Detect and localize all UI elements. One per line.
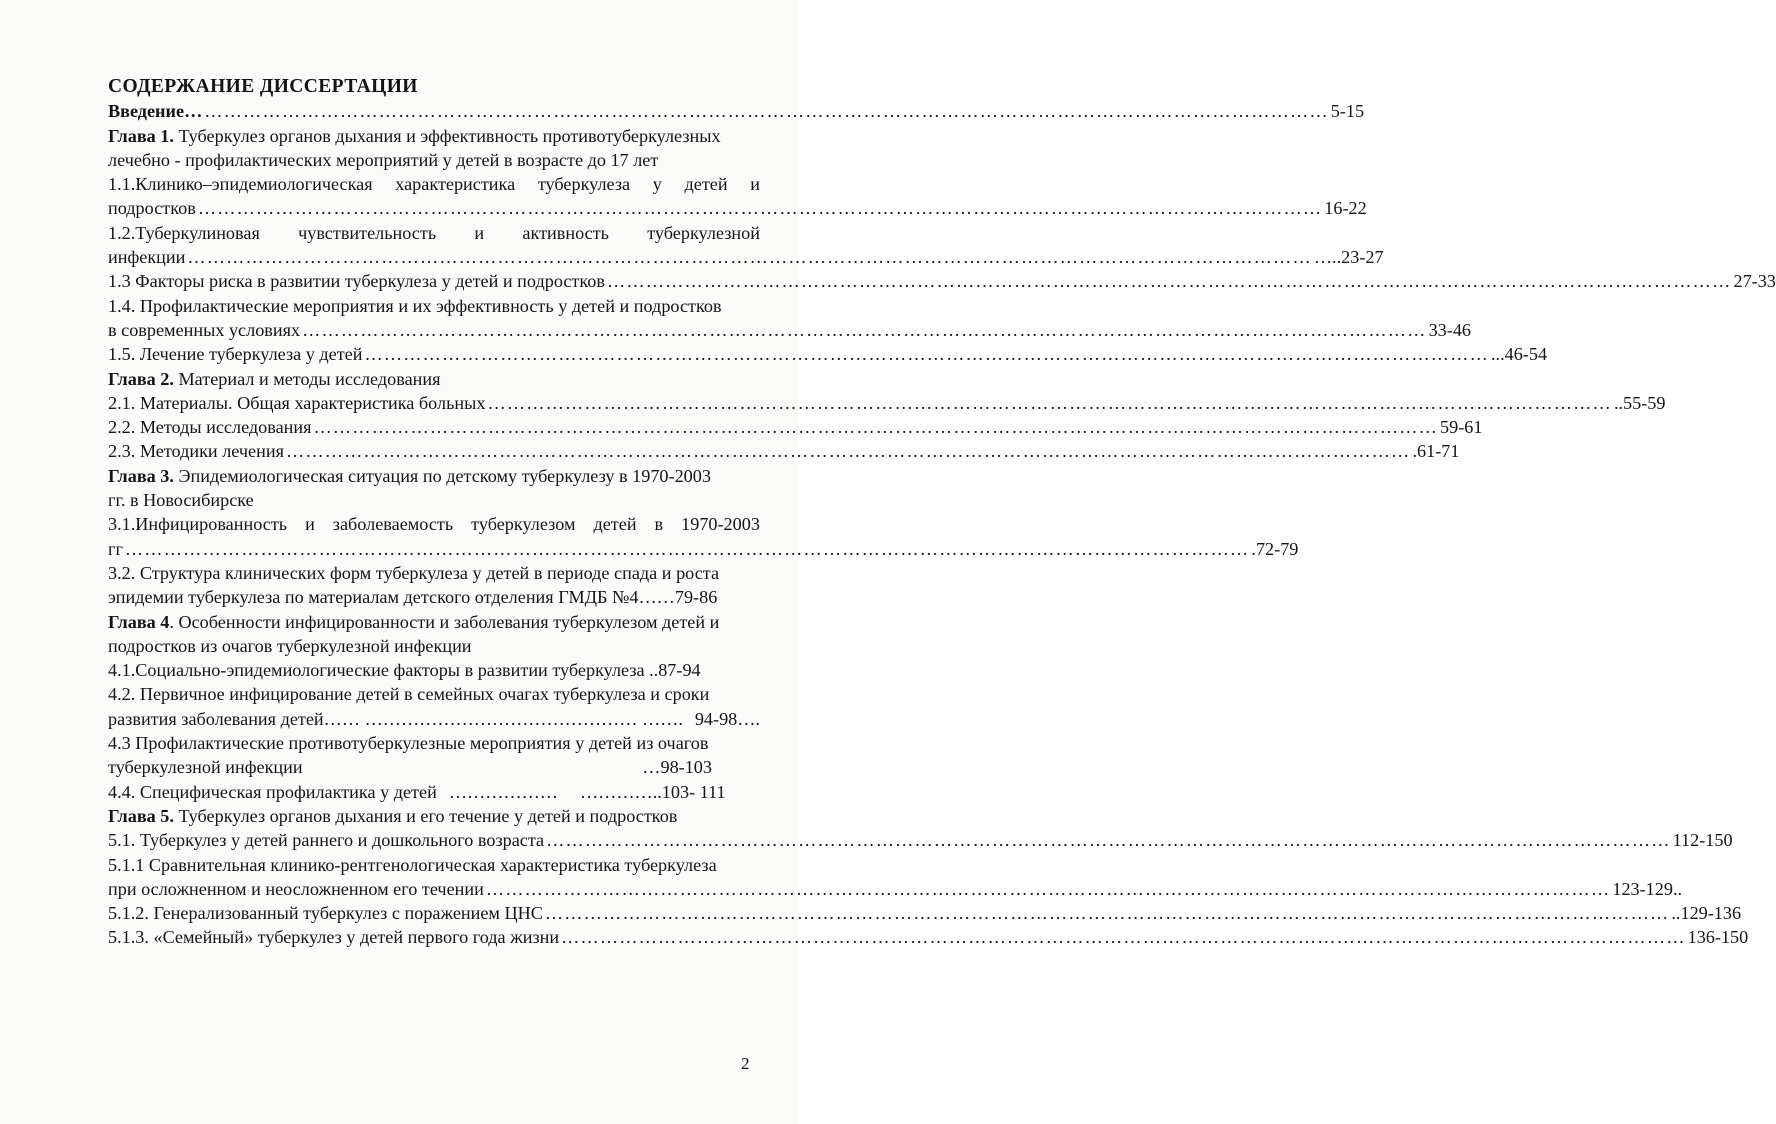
toc-label: гг <box>108 538 123 559</box>
toc-label: Введение… <box>108 101 203 122</box>
toc-leader-dots: ………………………………………………………………………………………………………………………………………………………… <box>187 247 1312 268</box>
toc-entry-3-2: 3.2. Структура клинических форм туберкулеза у детей в периоде спада и роста <box>108 562 720 583</box>
toc-leader-dots: ………………………………………………………………………………………………………………………………………………………… <box>124 538 1250 559</box>
toc-word: активность <box>522 222 609 243</box>
toc-entry-3-2-cont: эпидемии туберкулеза по материалам детского отделения ГМДБ №4……79-86 <box>108 587 718 608</box>
toc-word: туберкулезной <box>647 222 760 243</box>
toc-label: 5.1. Туберкулез у детей раннего и дошкольного возраста <box>108 830 545 851</box>
toc-page-range: 59-61 <box>1440 417 1483 438</box>
toc-word: у <box>652 174 662 195</box>
toc-label: развития заболевания детей…… ……………………………………… ……. <box>108 708 683 729</box>
chapter-label: Глава 2. <box>108 368 174 389</box>
toc-leader-dots: ………………………………………………………………………………………………………………………………………………………… <box>606 271 1732 292</box>
toc-entry-4-3: 4.3 Профилактические противотуберкулезные мероприятия у детей из очагов <box>108 733 709 754</box>
toc-label: 2.2. Методы исследования <box>108 417 312 438</box>
toc-entry-2-1 <box>108 391 1666 415</box>
toc-entry-5-1-3 <box>108 925 1749 949</box>
toc-chapter-4-cont: подростков из очагов туберкулезной инфекции <box>108 635 472 656</box>
toc-entry-1-4: 1.4. Профилактические мероприятия и их эффективность у детей и подростков <box>108 295 722 316</box>
toc-leader-dots: ………………………………………………………………………………………………………………………………………………………… <box>197 198 1323 219</box>
toc-page-range: 27-33 <box>1733 271 1776 292</box>
toc-entry-1-3 <box>108 269 1776 293</box>
toc-word: детей <box>684 174 728 195</box>
toc-chapter-1 <box>108 124 760 148</box>
toc-entry-4-3-cont <box>108 755 760 779</box>
toc-entry-3-1 <box>108 512 760 536</box>
toc-page-range: 33-46 <box>1428 319 1472 340</box>
toc-label: при осложненном и неосложненном его течении <box>108 878 484 899</box>
chapter-title: Туберкулез органов дыхания и его течение у детей и подростков <box>173 805 678 826</box>
toc-page-range: ...46-54 <box>1490 344 1548 365</box>
toc-entry-1-2 <box>108 221 760 245</box>
toc-label: 2.1. Материалы. Общая характеристика больных <box>108 392 486 413</box>
toc-word: детей <box>593 514 637 535</box>
page-number: 2 <box>741 1054 750 1073</box>
toc-chapter-5 <box>108 804 760 828</box>
toc-page-range: 112-150 <box>1672 830 1733 851</box>
toc-leader-dots: ………………………………………………………………………………………………………………………………………………………… <box>544 903 1670 924</box>
toc-leader-dots: ………….. <box>579 781 662 802</box>
toc-page-range: 123-129.. <box>1612 878 1683 899</box>
toc-word: туберкулеза <box>537 174 631 195</box>
toc-page-range: 136-150 <box>1687 927 1749 948</box>
toc-page-range: 16-22 <box>1324 198 1367 219</box>
toc-leader-dots: ………………………………………………………………………………………………………………………………………………………… <box>485 878 1611 899</box>
toc-entry-2-2 <box>108 415 1483 439</box>
toc-entry-2-3 <box>108 439 1460 463</box>
toc-label: туберкулезной инфекции <box>108 757 303 778</box>
toc-entry-5-1 <box>108 828 1733 852</box>
toc-page-range: ..129-136 <box>1671 903 1742 924</box>
toc-label: подростков <box>108 198 196 219</box>
toc-page-range: …..23-27 <box>1313 247 1384 268</box>
toc-page-range: ..55-59 <box>1613 392 1666 413</box>
toc-word: и <box>305 514 315 535</box>
toc-leader-dots: ………………………………………………………………………………………………………………………………………………………… <box>546 830 1671 851</box>
toc-label: 1.5. Лечение туберкулеза у детей <box>108 344 363 365</box>
toc-leader-dots: ………………………………………………………………………………………………………………………………………………………… <box>364 344 1489 365</box>
chapter-label: Глава 5. <box>108 805 174 826</box>
toc-page-range: 5-15 <box>1330 101 1365 122</box>
toc-entry-4-2-cont <box>108 707 760 731</box>
chapter-title: Эпидемиологическая ситуация по детскому туберкулезу в 1970-2003 <box>178 465 711 486</box>
toc-entry-5-1-1-cont <box>108 877 1683 901</box>
toc-word: 1.2.Туберкулиновая <box>108 222 260 243</box>
toc-leader-dots: ……………… <box>448 781 558 802</box>
toc-label: 1.3 Факторы риска в развитии туберкулеза у детей и подростков <box>108 271 605 292</box>
toc-label: 5.1.2. Генерализованный туберкулез с поражением ЦНС <box>108 903 543 924</box>
toc-entry-1-4-cont <box>108 318 1472 342</box>
toc-word: характеристика <box>395 174 516 195</box>
toc-entry-intro <box>108 99 1365 123</box>
toc-word: чувствительность <box>298 222 437 243</box>
toc-label: в современных условиях <box>108 319 301 340</box>
page-title: СОДЕРЖАНИЕ ДИССЕРТАЦИИ <box>108 76 418 97</box>
toc-word: в <box>654 514 664 535</box>
toc-chapter-3 <box>108 464 760 488</box>
toc-label: 4.4. Специфическая профилактика у детей <box>108 781 437 802</box>
toc-word: и <box>474 222 485 243</box>
toc-chapter-3-cont: гг. в Новосибирске <box>108 490 254 511</box>
toc-entry-1-5 <box>108 342 1548 366</box>
chapter-title: . Особенности инфицированности и заболевания туберкулезом детей и <box>169 611 720 632</box>
toc-word: туберкулезом <box>471 514 576 535</box>
toc-entry-4-2: 4.2. Первичное инфицирование детей в семейных очагах туберкулеза и сроки <box>108 684 710 705</box>
toc-word: 3.1.Инфицированность <box>108 514 288 535</box>
toc-leader-dots: ………………………………………………………………………………………………………………………………………………………… <box>487 392 1612 413</box>
toc-leader-dots: ………………………………………………………………………………………………………………………………………………………… <box>302 319 1427 340</box>
toc-entry-3-1-cont <box>108 537 1299 561</box>
toc-chapter-2 <box>108 367 760 391</box>
toc-page-range: 94-98…. <box>694 708 760 729</box>
toc-entry-1-2-cont <box>108 245 1384 269</box>
toc-label: 2.3. Методики лечения <box>108 441 284 462</box>
chapter-title: Материал и методы исследования <box>178 368 441 389</box>
toc-entry-1-1 <box>108 172 760 196</box>
toc-entry-5-1-2 <box>108 901 1742 925</box>
toc-chapter-1-cont: лечебно - профилактических мероприятий у детей в возрасте до 17 лет <box>108 149 659 170</box>
chapter-label: Глава 1. <box>108 125 174 146</box>
toc-entry-4-4 <box>108 780 760 804</box>
toc-page-range: …98-103 <box>642 757 712 778</box>
chapter-title: Туберкулез органов дыхания и эффективность противотуберкулезных <box>178 125 721 146</box>
toc-page-range: 103- 111 <box>661 781 726 802</box>
toc-label: инфекции <box>108 247 186 268</box>
toc-page-range: .72-79 <box>1251 538 1299 559</box>
toc-entry-1-1-cont <box>108 196 1367 220</box>
toc-entry-4-1: 4.1.Социально-эпидемиологические факторы в развитии туберкулеза ..87-94 <box>108 660 701 681</box>
toc-word: и <box>750 174 760 195</box>
toc-leader-dots: ………………………………………………………………………………………………………………………………………………………… <box>561 927 1686 948</box>
toc-entry-5-1-1: 5.1.1 Сравнительная клинико-рентгенологическая характеристика туберкулеза <box>108 854 717 875</box>
toc-leader-dots: ………………………………………………………………………………………………………………………………………………………… <box>204 101 1329 122</box>
toc-word: заболеваемость <box>332 514 454 535</box>
chapter-label: Глава 3. <box>108 465 174 486</box>
toc-label: 5.1.3. «Семейный» туберкулез у детей первого года жизни <box>108 927 560 948</box>
chapter-label: Глава 4 <box>108 611 170 632</box>
toc-word: 1.1.Клинико–эпидемиологическая <box>108 174 373 195</box>
toc-leader-dots: ………………………………………………………………………………………………………………………………………………………… <box>285 441 1411 462</box>
toc-leader-dots: ………………………………………………………………………………………………………………………………………………………… <box>313 417 1439 438</box>
toc-chapter-4 <box>108 610 760 634</box>
table-of-contents <box>108 75 1776 950</box>
toc-word: 1970-2003 <box>681 514 760 535</box>
toc-page-range: .61-71 <box>1412 441 1460 462</box>
